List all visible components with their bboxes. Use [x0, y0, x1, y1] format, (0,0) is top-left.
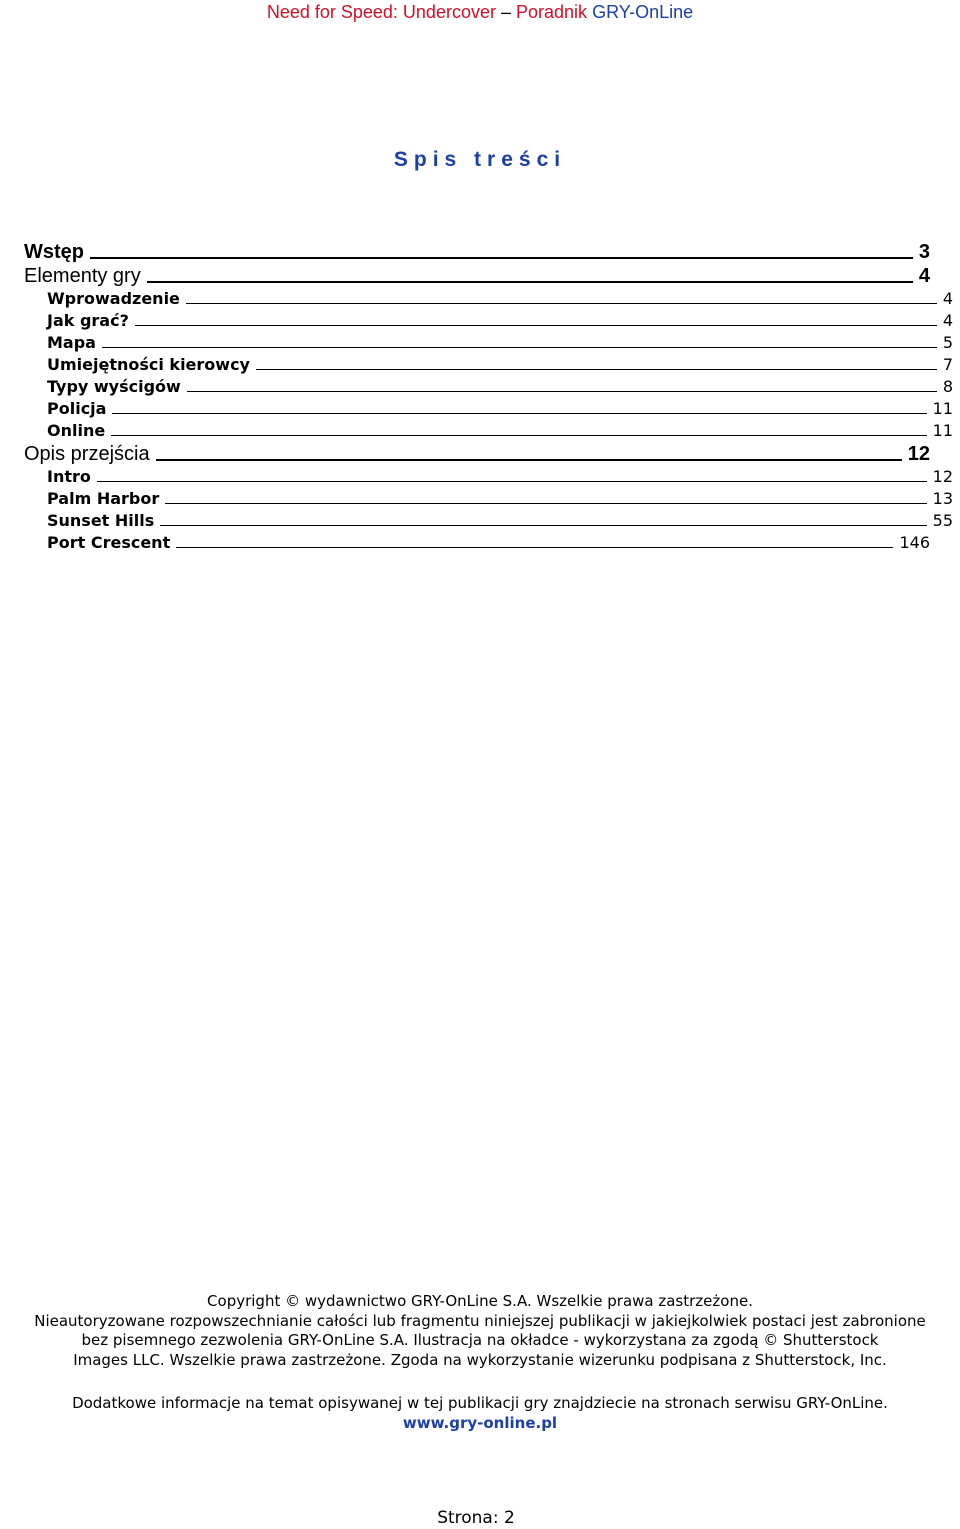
toc-title: Spis treści	[393, 148, 567, 171]
toc-entry-label: Online	[47, 421, 106, 440]
header-guide-label: Poradnik	[516, 2, 588, 22]
toc-entry-online[interactable]	[24, 420, 953, 442]
toc-entry-port-crescent[interactable]	[24, 532, 930, 554]
toc-entry-palm-harbor[interactable]	[24, 488, 953, 510]
toc-leader-line	[186, 303, 937, 304]
toc-leader-line	[160, 525, 926, 526]
toc-entry-label: Wstęp	[24, 241, 84, 263]
toc-entry-page: 12	[907, 443, 930, 465]
toc-entry-wprowadzenie[interactable]	[24, 288, 953, 310]
toc-entry-mapa[interactable]	[24, 332, 953, 354]
toc-entry-elementy-gry[interactable]	[24, 264, 930, 288]
toc-entry-label: Opis przejścia	[24, 443, 150, 465]
toc-entry-policja[interactable]	[24, 398, 953, 420]
toc-entry-page: 4	[918, 265, 930, 287]
toc-entry-page: 13	[932, 489, 953, 508]
toc-entry-umiejetnosci-kierowcy[interactable]	[24, 354, 953, 376]
page-header	[0, 0, 960, 24]
toc-entry-typy-wyscigow[interactable]	[24, 376, 953, 398]
toc-entry-intro[interactable]	[24, 466, 953, 488]
toc-entry-page: 11	[932, 399, 953, 418]
toc-entry-page: 11	[932, 421, 953, 440]
toc-leader-line	[90, 257, 913, 259]
toc-leader-line	[111, 435, 926, 436]
toc-entry-page: 4	[942, 289, 953, 308]
toc-entry-label: Umiejętności kierowcy	[47, 355, 250, 374]
more-info-text: Dodatkowe informacje na temat opisywanej w tej publikacji gry znajdziecie na stronach serwisu GRY-OnLine.	[72, 1394, 888, 1412]
toc-entry-label: Palm Harbor	[47, 489, 160, 508]
copyright-line: bez pisemnego zezwolenia GRY-OnLine S.A. Ilustracja na okładce - wykorzystana za zgodą © Shutterstock	[81, 1331, 879, 1349]
toc-leader-line	[135, 325, 937, 326]
toc-leader-line	[176, 547, 893, 548]
copyright-line: Copyright © wydawnictwo GRY-OnLine S.A. Wszelkie prawa zastrzeżone.	[207, 1292, 753, 1310]
toc-entry-page: 3	[918, 241, 930, 263]
toc-leader-line	[102, 347, 937, 348]
toc-leader-line	[156, 459, 902, 461]
toc-entry-page: 146	[899, 533, 930, 552]
header-game-title: Need for Speed: Undercover	[266, 2, 496, 22]
toc-entry-label: Elementy gry	[24, 265, 141, 287]
header-brand: GRY-OnLine	[592, 2, 694, 22]
toc-entry-page: 7	[942, 355, 953, 374]
toc-entry-label: Wprowadzenie	[47, 289, 180, 308]
toc-entry-label: Intro	[47, 467, 91, 486]
toc-entry-page: 4	[942, 311, 953, 330]
more-info	[0, 1393, 960, 1433]
toc-entry-label: Typy wyścigów	[47, 377, 181, 396]
copyright-line: Images LLC. Wszelkie prawa zastrzeżone. Zgoda na wykorzystanie wizerunku podpisana z Shutterstock, Inc.	[73, 1350, 887, 1369]
toc-entry-page: 8	[942, 377, 953, 396]
toc-leader-line	[187, 391, 937, 392]
toc-entry-sunset-hills[interactable]	[24, 510, 953, 532]
toc-entry-page: 12	[932, 467, 953, 486]
toc-entry-wstep[interactable]	[24, 240, 930, 264]
copyright-line: Nieautoryzowane rozpowszechnianie całości lub fragmentu niniejszej publikacji w jakiejkolwiek postaci jest zabronione	[34, 1311, 926, 1330]
toc-entry-jak-grac[interactable]	[24, 310, 953, 332]
toc-leader-line	[147, 281, 913, 283]
table-of-contents	[24, 240, 953, 554]
toc-entry-label: Policja	[47, 399, 107, 418]
copyright-notice	[0, 1292, 960, 1370]
header-dash: –	[500, 2, 511, 22]
website-link[interactable]: www.gry-online.pl	[402, 1414, 558, 1432]
toc-entry-page: 55	[932, 511, 953, 530]
toc-leader-line	[256, 369, 937, 370]
page-number: Strona: 2	[437, 1508, 515, 1528]
toc-entry-label: Jak grać?	[47, 311, 129, 330]
toc-entry-page: 5	[942, 333, 953, 352]
toc-entry-label: Sunset Hills	[47, 511, 155, 530]
toc-leader-line	[112, 413, 926, 414]
toc-entry-opis-przejscia[interactable]	[24, 442, 930, 466]
toc-entry-label: Mapa	[47, 333, 96, 352]
toc-leader-line	[97, 481, 927, 482]
toc-entry-label: Port Crescent	[47, 533, 171, 552]
toc-leader-line	[165, 503, 926, 504]
